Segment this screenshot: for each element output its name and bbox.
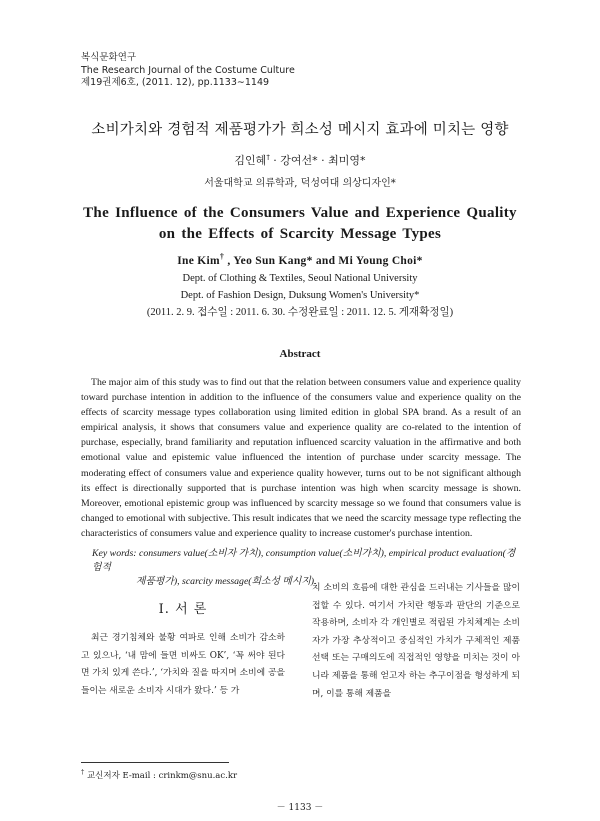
affiliation-korean: 서울대학교 의류학과, 덕성여대 의상디자인* [204,178,396,189]
affiliation-en-line2: Dept. of Fashion Design, Duksung Women's University* [180,290,420,301]
journal-volume: 제19권제6호, (2011. 12), pp.1133∼1149 [81,77,270,88]
title-en-line1: The Influence of the Consumers Value and Experience Quality [83,205,517,221]
section-heading-introduction: Ⅰ. 서 론 [158,602,208,617]
footnote-text: 교신저자 E-mail : crinkm@snu.ac.kr [84,770,238,781]
submission-dates: (2011. 2. 9. 접수일 : 2011. 6. 30. 수정완료일 : 2011. 12. 5. 게재확정일) [146,307,454,318]
author-kr-first: 김인혜 [234,154,267,167]
body-text-right-column: 치 소비의 흐름에 대한 관심을 드러내는 기사들을 많이 접할 수 있다. 여기서 가치란 행동과 판단의 기준으로 작용하며, 소비자 각 개인별로 적립된 가치체계는 소비자가 가장 추상적이고 중심적인 가치가 구체적인 제품 선택 또는 구매의도에 직접적인 영향을 미치는 것이 아니라 제품을 통해 얻고자 하는 추구이점을 형성하게 되며, 이를 통해 제품을 [312,583,520,699]
abstract-heading: Abstract [279,348,321,360]
footnote-divider [81,762,229,763]
authors-en-rest: , Yeo Sun Kang* and Mi Young Choi* [224,254,423,267]
abstract-text: The major aim of this study was to find out that the relation between consumers value and experience quality toward purchase intention in addition to the influence of the consumers value and experience quality on the effects of scarcity message types collaboration using limited edition in global SPA brand. As a result of an empirical analysis, it shows that consumers value and experience quality are co-related to the intention of purchase, especially, brand familiarity and reputation influenced scarcity valuation in the affirmative and both emotional value and epistemic value influenced the intention of purchase under scarcity message. The moderating effect of consumers value and experience quality however, turns out to be not significant although its effect is directionally supported that is purchase intention was high when scarcity message is shown. Moreover, emotional epistemic group was influenced by scarcity message so we found that consumers value is changed to emotional with subjective. This result indicates that we need the scarcity message type reflecting the characteristics of consumers value and experience quality to increase customer's purchase intention. [81,377,521,539]
corresponding-mark-kr: † [266,153,270,162]
authors-korean [0,152,600,168]
author-en-first: Ine Kim [177,254,220,267]
keywords-line1: Key words: consumers value(소비자 가치), consumption value(소비가치), empirical product evaluation(경험적 [92,548,516,573]
authors-english [0,252,600,267]
authors-kr-rest: · 강여선* · 최미영* [269,154,366,167]
journal-name-kr: 복식문화연구 [81,52,137,63]
keywords-line2: 제품평가), scarcity message(희소성 메시지). [136,576,317,587]
footnote-mark: † [81,768,85,776]
body-text-left-column: 최근 경기침체와 불황 여파로 인해 소비가 감소하고 있으나, ‘내 맘에 들면 비싸도 OK’, ‘꼭 써야 된다면 가치 있게 쓴다.’, ‘가치와 질을 따지며 소비에 공을 들이는 새로운 소비자 시대가 왔다.’ 등 가 [81,633,285,696]
title-korean: 소비가치와 경험적 제품평가가 희소성 메시지 효과에 미치는 영향 [91,122,509,138]
title-english [0,203,600,245]
journal-header [81,52,295,90]
journal-name-en: The Research Journal of the Costume Culture [81,64,295,76]
affiliation-en-line1: Dept. of Clothing & Textiles, Seoul National University [182,273,418,284]
footnote [81,768,237,781]
page-number: － 1133 － [276,803,324,813]
corresponding-mark-en: † [219,252,225,261]
affiliation-english [0,270,600,321]
title-en-line2: on the Effects of Scarcity Message Types [158,226,442,242]
